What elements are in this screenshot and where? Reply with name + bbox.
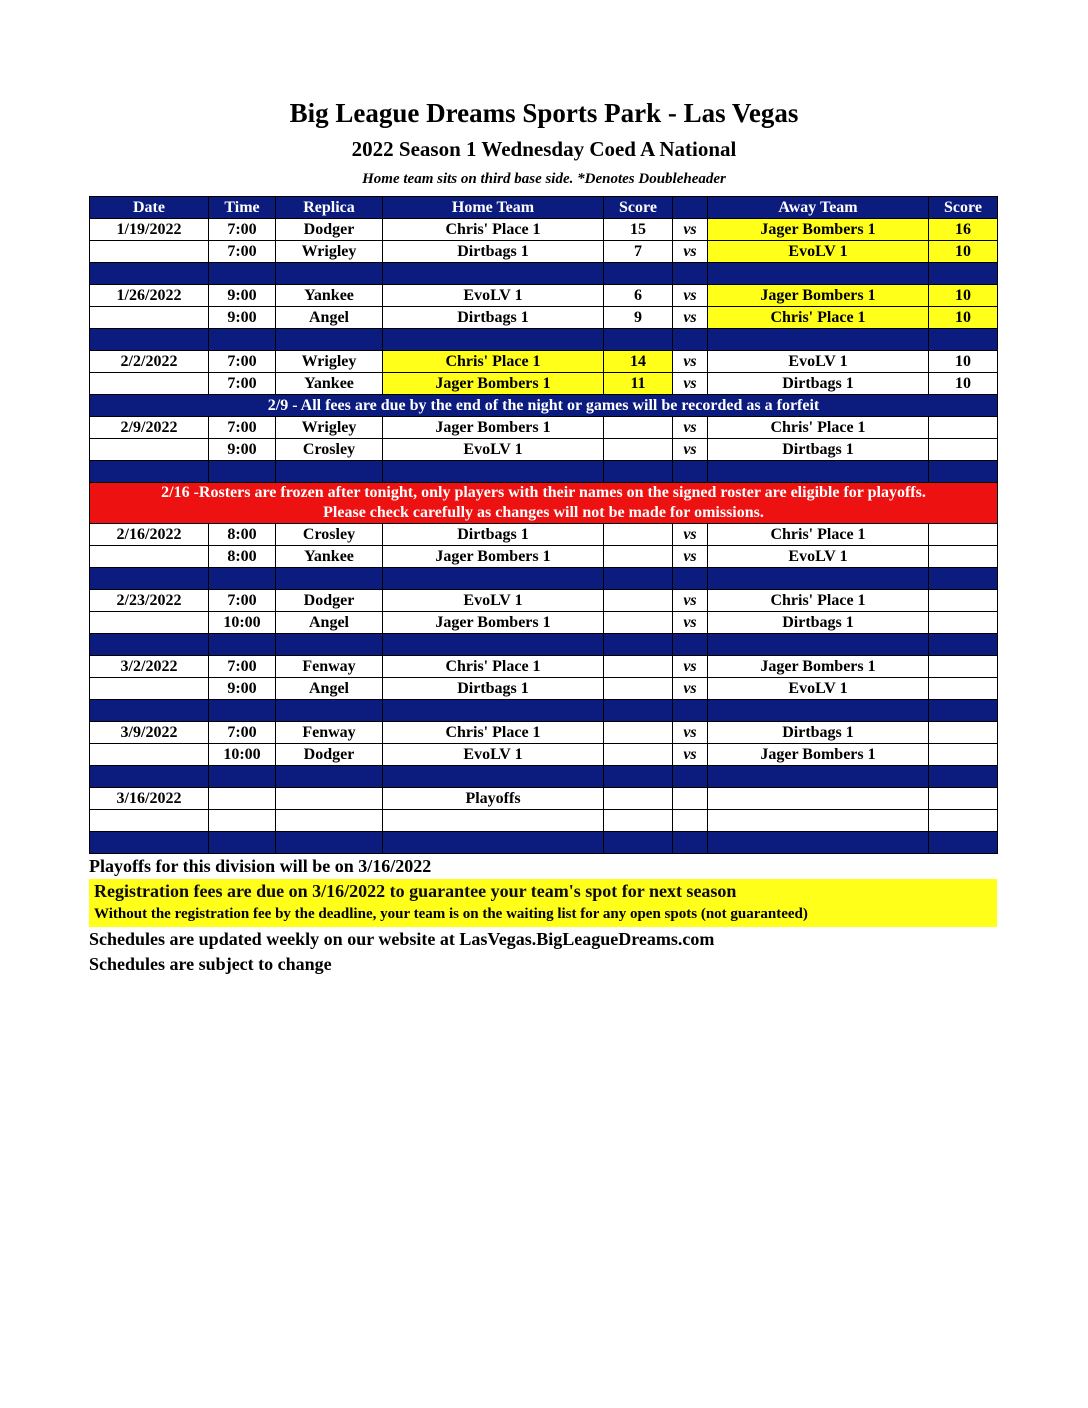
- time-cell: 7:00: [209, 219, 276, 241]
- separator-cell: [604, 263, 673, 285]
- home-score-cell: [604, 546, 673, 568]
- time-cell: 7:00: [209, 417, 276, 439]
- table-row: [90, 351, 998, 373]
- away-score-cell: [929, 612, 998, 634]
- vs-cell: [673, 810, 708, 832]
- away-score-cell: [929, 678, 998, 700]
- home-team-cell: [383, 810, 604, 832]
- separator-cell: [604, 832, 673, 854]
- separator-row: [90, 461, 998, 483]
- separator-cell: [604, 766, 673, 788]
- table-row: [90, 744, 998, 766]
- date-cell: 2/9/2022: [90, 417, 209, 439]
- time-cell: 10:00: [209, 612, 276, 634]
- table-row: [90, 612, 998, 634]
- replica-cell: Yankee: [276, 285, 383, 307]
- roster-alert-line: Please check carefully as changes will not be made for omissions.: [323, 504, 764, 521]
- date-cell: 1/26/2022: [90, 285, 209, 307]
- roster-alert-line: 2/16 -Rosters are frozen after tonight, only players with their names on the signed roster are eligible for playoffs.: [161, 484, 926, 501]
- vs-cell: vs: [673, 417, 708, 439]
- col-vs-header: [673, 197, 708, 219]
- table-row: [90, 722, 998, 744]
- replica-cell: Yankee: [276, 546, 383, 568]
- home-team-cell: EvoLV 1: [383, 285, 604, 307]
- vs-cell: vs: [673, 612, 708, 634]
- vs-cell: vs: [673, 546, 708, 568]
- away-team-cell: EvoLV 1: [708, 546, 929, 568]
- roster-alert-row: [90, 483, 998, 524]
- time-cell: 7:00: [209, 373, 276, 395]
- date-cell: 2/23/2022: [90, 590, 209, 612]
- separator-cell: [673, 634, 708, 656]
- vs-cell: vs: [673, 351, 708, 373]
- separator-cell: [708, 568, 929, 590]
- separator-cell: [276, 700, 383, 722]
- separator-cell: [276, 568, 383, 590]
- home-score-cell: 9: [604, 307, 673, 329]
- separator-cell: [209, 700, 276, 722]
- replica-cell: Dodger: [276, 219, 383, 241]
- table-row: [90, 788, 998, 810]
- separator-cell: [383, 766, 604, 788]
- away-score-cell: [929, 417, 998, 439]
- away-team-cell: Chris' Place 1: [708, 590, 929, 612]
- date-cell: [90, 241, 209, 263]
- vs-cell: vs: [673, 678, 708, 700]
- replica-cell: Wrigley: [276, 351, 383, 373]
- separator-cell: [673, 263, 708, 285]
- separator-cell: [929, 329, 998, 351]
- date-cell: 2/16/2022: [90, 524, 209, 546]
- separator-cell: [604, 700, 673, 722]
- col-home-team-header: Home Team: [383, 197, 604, 219]
- registration-box: [89, 879, 997, 927]
- home-score-cell: 14: [604, 351, 673, 373]
- time-cell: 7:00: [209, 590, 276, 612]
- separator-row: [90, 634, 998, 656]
- separator-row: [90, 832, 998, 854]
- home-team-cell: Chris' Place 1: [383, 722, 604, 744]
- separator-row: [90, 568, 998, 590]
- schedule-table: [89, 196, 998, 854]
- roster-alert: [90, 483, 998, 524]
- header-row: [90, 197, 998, 219]
- away-score-cell: [929, 744, 998, 766]
- col-home-score-header: Score: [604, 197, 673, 219]
- away-score-cell: 10: [929, 307, 998, 329]
- home-score-cell: [604, 417, 673, 439]
- away-score-cell: 10: [929, 351, 998, 373]
- separator-cell: [90, 832, 209, 854]
- fee-notice: 2/9 - All fees are due by the end of the night or games will be recorded as a forfeit: [90, 395, 998, 417]
- replica-cell: Crosley: [276, 439, 383, 461]
- date-cell: [90, 307, 209, 329]
- vs-cell: vs: [673, 241, 708, 263]
- date-cell: [90, 744, 209, 766]
- page-title: Big League Dreams Sports Park - Las Vegas: [289, 98, 799, 128]
- separator-cell: [929, 568, 998, 590]
- separator-cell: [276, 634, 383, 656]
- separator-cell: [673, 700, 708, 722]
- date-cell: [90, 373, 209, 395]
- away-team-cell: Dirtbags 1: [708, 722, 929, 744]
- home-score-cell: [604, 439, 673, 461]
- away-team-cell: [708, 788, 929, 810]
- home-score-cell: [604, 590, 673, 612]
- vs-cell: vs: [673, 524, 708, 546]
- date-cell: [90, 678, 209, 700]
- separator-cell: [90, 700, 209, 722]
- away-score-cell: 10: [929, 373, 998, 395]
- separator-cell: [708, 263, 929, 285]
- table-row: [90, 546, 998, 568]
- date-cell: 2/2/2022: [90, 351, 209, 373]
- separator-cell: [604, 568, 673, 590]
- home-score-cell: 6: [604, 285, 673, 307]
- date-cell: [90, 612, 209, 634]
- away-score-cell: 10: [929, 241, 998, 263]
- away-score-cell: [929, 810, 998, 832]
- separator-cell: [929, 634, 998, 656]
- time-cell: 9:00: [209, 307, 276, 329]
- replica-cell: Yankee: [276, 373, 383, 395]
- separator-cell: [209, 568, 276, 590]
- col-date-header: Date: [90, 197, 209, 219]
- notice-row: [90, 395, 998, 417]
- home-team-cell: Jager Bombers 1: [383, 546, 604, 568]
- replica-cell: [276, 810, 383, 832]
- time-cell: [209, 788, 276, 810]
- away-team-cell: Chris' Place 1: [708, 307, 929, 329]
- separator-cell: [929, 461, 998, 483]
- away-team-cell: Dirtbags 1: [708, 612, 929, 634]
- replica-cell: Dodger: [276, 590, 383, 612]
- table-row: [90, 285, 998, 307]
- away-score-cell: [929, 788, 998, 810]
- date-cell: 1/19/2022: [90, 219, 209, 241]
- replica-cell: Crosley: [276, 524, 383, 546]
- away-score-cell: 10: [929, 285, 998, 307]
- separator-cell: [276, 832, 383, 854]
- playoffs-note: Playoffs for this division will be on 3/16/2022: [89, 856, 432, 876]
- vs-cell: vs: [673, 307, 708, 329]
- schedule-note: Home team sits on third base side. *Denotes Doubleheader: [362, 171, 726, 187]
- away-team-cell: EvoLV 1: [708, 241, 929, 263]
- vs-cell: vs: [673, 373, 708, 395]
- separator-cell: [673, 461, 708, 483]
- registration-note: Without the registration fee by the deadline, your team is on the waiting list for any open spots (not guaranteed): [94, 906, 808, 922]
- home-team-cell: Dirtbags 1: [383, 678, 604, 700]
- separator-cell: [929, 832, 998, 854]
- away-team-cell: Jager Bombers 1: [708, 285, 929, 307]
- separator-cell: [929, 700, 998, 722]
- date-cell: [90, 439, 209, 461]
- separator-cell: [90, 634, 209, 656]
- home-score-cell: [604, 612, 673, 634]
- date-cell: [90, 546, 209, 568]
- home-team-cell: Dirtbags 1: [383, 524, 604, 546]
- separator-row: [90, 329, 998, 351]
- away-score-cell: [929, 656, 998, 678]
- vs-cell: vs: [673, 744, 708, 766]
- separator-cell: [383, 329, 604, 351]
- home-team-cell: Jager Bombers 1: [383, 417, 604, 439]
- vs-cell: vs: [673, 439, 708, 461]
- col-replica-header: Replica: [276, 197, 383, 219]
- separator-cell: [209, 766, 276, 788]
- home-team-cell: Jager Bombers 1: [383, 373, 604, 395]
- separator-row: [90, 263, 998, 285]
- separator-cell: [90, 568, 209, 590]
- separator-cell: [673, 766, 708, 788]
- date-cell: 3/9/2022: [90, 722, 209, 744]
- home-score-cell: [604, 744, 673, 766]
- away-score-cell: [929, 722, 998, 744]
- home-team-cell: Chris' Place 1: [383, 219, 604, 241]
- separator-cell: [708, 634, 929, 656]
- time-cell: 9:00: [209, 285, 276, 307]
- home-score-cell: [604, 788, 673, 810]
- vs-cell: [673, 788, 708, 810]
- vs-cell: vs: [673, 219, 708, 241]
- away-team-cell: Chris' Place 1: [708, 524, 929, 546]
- away-score-cell: [929, 590, 998, 612]
- date-cell: [90, 810, 209, 832]
- table-row: [90, 810, 998, 832]
- table-row: [90, 439, 998, 461]
- separator-cell: [383, 832, 604, 854]
- home-team-cell: Chris' Place 1: [383, 656, 604, 678]
- separator-cell: [90, 263, 209, 285]
- home-score-cell: 15: [604, 219, 673, 241]
- time-cell: 7:00: [209, 656, 276, 678]
- separator-cell: [276, 461, 383, 483]
- away-score-cell: [929, 439, 998, 461]
- away-team-cell: EvoLV 1: [708, 678, 929, 700]
- separator-row: [90, 766, 998, 788]
- separator-cell: [276, 263, 383, 285]
- away-team-cell: EvoLV 1: [708, 351, 929, 373]
- separator-cell: [276, 329, 383, 351]
- separator-cell: [708, 700, 929, 722]
- away-team-cell: Jager Bombers 1: [708, 219, 929, 241]
- table-row: [90, 656, 998, 678]
- separator-cell: [90, 461, 209, 483]
- home-score-cell: [604, 678, 673, 700]
- separator-cell: [929, 766, 998, 788]
- home-score-cell: [604, 656, 673, 678]
- separator-cell: [209, 634, 276, 656]
- time-cell: 7:00: [209, 722, 276, 744]
- schedule-body: [90, 219, 998, 854]
- home-score-cell: [604, 810, 673, 832]
- vs-cell: vs: [673, 656, 708, 678]
- time-cell: [209, 810, 276, 832]
- separator-cell: [673, 832, 708, 854]
- separator-cell: [383, 700, 604, 722]
- time-cell: 8:00: [209, 546, 276, 568]
- separator-cell: [209, 329, 276, 351]
- vs-cell: vs: [673, 285, 708, 307]
- away-score-cell: [929, 546, 998, 568]
- home-team-cell: EvoLV 1: [383, 439, 604, 461]
- home-score-cell: 11: [604, 373, 673, 395]
- vs-cell: vs: [673, 590, 708, 612]
- registration-text: Registration fees are due on 3/16/2022 to guarantee your team's spot for next season: [94, 881, 737, 901]
- home-team-cell: Dirtbags 1: [383, 307, 604, 329]
- time-cell: 7:00: [209, 351, 276, 373]
- separator-cell: [383, 634, 604, 656]
- replica-cell: Angel: [276, 678, 383, 700]
- date-cell: 3/16/2022: [90, 788, 209, 810]
- home-score-cell: [604, 524, 673, 546]
- replica-cell: [276, 788, 383, 810]
- time-cell: 9:00: [209, 678, 276, 700]
- separator-cell: [604, 461, 673, 483]
- table-row: [90, 590, 998, 612]
- vs-cell: vs: [673, 722, 708, 744]
- replica-cell: Wrigley: [276, 241, 383, 263]
- home-score-cell: [604, 722, 673, 744]
- website-note: Schedules are updated weekly on our website at LasVegas.BigLeagueDreams.com: [89, 929, 715, 949]
- table-row: [90, 307, 998, 329]
- separator-cell: [276, 766, 383, 788]
- away-team-cell: Jager Bombers 1: [708, 656, 929, 678]
- separator-cell: [604, 634, 673, 656]
- table-row: [90, 373, 998, 395]
- away-score-cell: 16: [929, 219, 998, 241]
- separator-cell: [90, 766, 209, 788]
- table-row: [90, 524, 998, 546]
- home-team-cell: Playoffs: [383, 788, 604, 810]
- separator-cell: [673, 568, 708, 590]
- separator-cell: [708, 461, 929, 483]
- home-team-cell: Jager Bombers 1: [383, 612, 604, 634]
- separator-cell: [708, 832, 929, 854]
- home-team-cell: EvoLV 1: [383, 744, 604, 766]
- separator-cell: [604, 329, 673, 351]
- col-away-score-header: Score: [929, 197, 998, 219]
- separator-cell: [209, 461, 276, 483]
- home-score-cell: 7: [604, 241, 673, 263]
- separator-cell: [708, 766, 929, 788]
- time-cell: 10:00: [209, 744, 276, 766]
- away-team-cell: Jager Bombers 1: [708, 744, 929, 766]
- away-team-cell: [708, 810, 929, 832]
- away-score-cell: [929, 524, 998, 546]
- separator-row: [90, 700, 998, 722]
- replica-cell: Fenway: [276, 722, 383, 744]
- col-away-team-header: Away Team: [708, 197, 929, 219]
- replica-cell: Wrigley: [276, 417, 383, 439]
- change-note: Schedules are subject to change: [89, 954, 332, 974]
- separator-cell: [383, 263, 604, 285]
- separator-cell: [209, 832, 276, 854]
- separator-cell: [929, 263, 998, 285]
- time-cell: 8:00: [209, 524, 276, 546]
- separator-cell: [383, 461, 604, 483]
- separator-cell: [209, 263, 276, 285]
- separator-cell: [90, 329, 209, 351]
- replica-cell: Angel: [276, 307, 383, 329]
- date-cell: 3/2/2022: [90, 656, 209, 678]
- away-team-cell: Chris' Place 1: [708, 417, 929, 439]
- replica-cell: Fenway: [276, 656, 383, 678]
- separator-cell: [708, 329, 929, 351]
- home-team-cell: EvoLV 1: [383, 590, 604, 612]
- away-team-cell: Dirtbags 1: [708, 439, 929, 461]
- separator-cell: [383, 568, 604, 590]
- table-row: [90, 219, 998, 241]
- time-cell: 9:00: [209, 439, 276, 461]
- replica-cell: Dodger: [276, 744, 383, 766]
- separator-cell: [673, 329, 708, 351]
- away-team-cell: Dirtbags 1: [708, 373, 929, 395]
- col-time-header: Time: [209, 197, 276, 219]
- home-team-cell: Dirtbags 1: [383, 241, 604, 263]
- replica-cell: Angel: [276, 612, 383, 634]
- table-row: [90, 417, 998, 439]
- page-subtitle: 2022 Season 1 Wednesday Coed A National: [351, 137, 737, 161]
- home-team-cell: Chris' Place 1: [383, 351, 604, 373]
- time-cell: 7:00: [209, 241, 276, 263]
- table-row: [90, 241, 998, 263]
- table-row: [90, 678, 998, 700]
